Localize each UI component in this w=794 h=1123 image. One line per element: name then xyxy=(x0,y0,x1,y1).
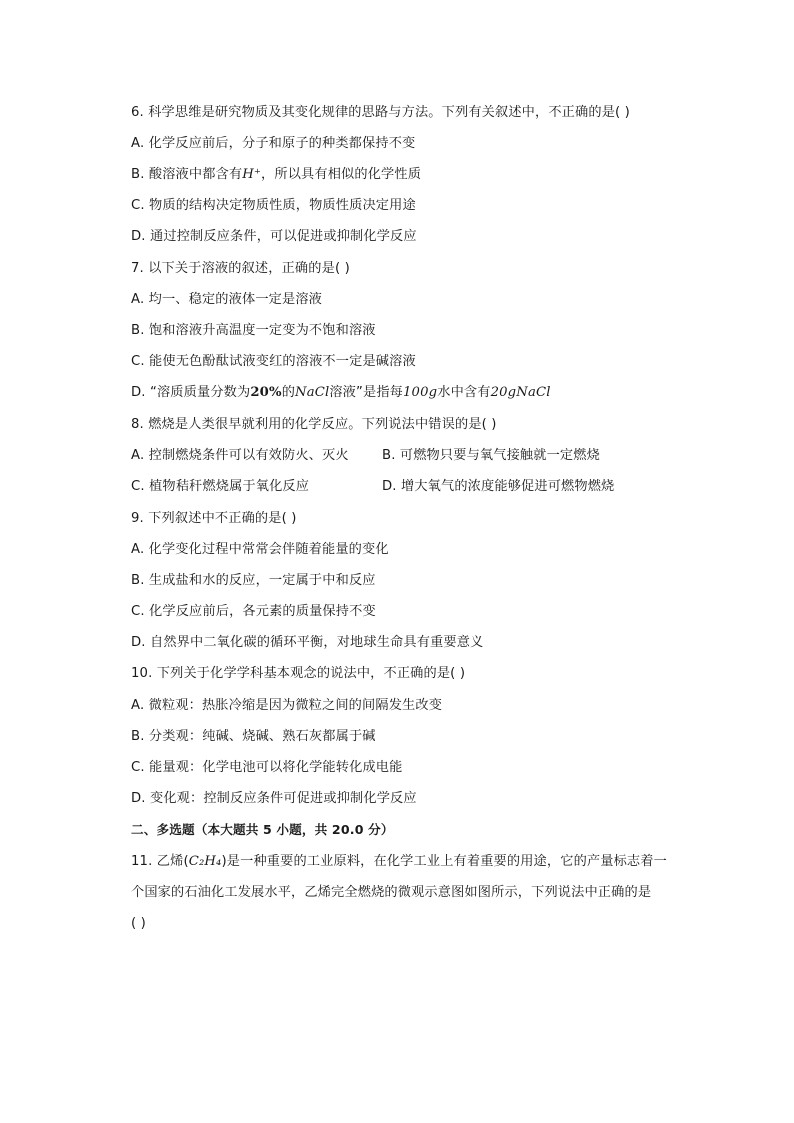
option-d-text-1: D. “溶质质量分数为 xyxy=(131,385,251,400)
question-9-option-c: C. 化学反应前后，各元素的质量保持不变 xyxy=(131,604,376,619)
percent-value: 20% xyxy=(250,385,282,400)
question-11-stem-line-1 xyxy=(131,852,667,872)
nacl-formula: NaCl xyxy=(295,385,330,400)
option-d-text-2: 的 xyxy=(281,385,296,400)
question-8-option-a: A. 控制燃烧条件可以有效防火、灭火 xyxy=(131,448,349,463)
question-8-option-b: B. 可燃物只要与氧气接触就一定燃烧 xyxy=(382,448,600,463)
question-8-option-d: D. 增大氧气的浓度能够促进可燃物燃烧 xyxy=(382,479,615,494)
option-b-text-1: B. 酸溶液中都含有 xyxy=(131,167,243,182)
nacl-mass: 20gNaCl xyxy=(490,385,551,400)
question-11-stem-line-2: 个国家的石油化工发展水平，乙烯完全燃烧的微观示意图如图所示，下列说法中正确的是 xyxy=(131,885,652,900)
section-heading-multiple-choice: 二、多选题（本大题共 5 小题，共 20.0 分） xyxy=(131,822,394,837)
question-8-option-c: C. 植物秸秆燃烧属于氧化反应 xyxy=(131,479,310,494)
question-6-option-b xyxy=(131,165,421,185)
question-9-stem: 9. 下列叙述中不正确的是( ) xyxy=(131,511,297,526)
question-9-option-a: A. 化学变化过程中常常会伴随着能量的变化 xyxy=(131,542,389,557)
question-8-stem: 8. 燃烧是人类很早就利用的化学反应。下列说法中错误的是( ) xyxy=(131,417,497,432)
q11-text-1: 11. 乙烯( xyxy=(131,854,189,869)
question-10-option-a: A. 微粒观：热胀冷缩是因为微粒之间的间隔发生改变 xyxy=(131,698,443,713)
question-6-option-a: A. 化学反应前后，分子和原子的种类都保持不变 xyxy=(131,136,416,151)
question-11-stem-line-3: ( ) xyxy=(131,916,146,931)
question-7-option-b: B. 饱和溶液升高温度一定变为不饱和溶液 xyxy=(131,323,376,338)
question-10-option-c: C. 能量观：化学电池可以将化学能转化成电能 xyxy=(131,760,403,775)
question-7-stem: 7. 以下关于溶液的叙述，正确的是( ) xyxy=(131,261,350,276)
q11-text-2: )是一种重要的工业原料，在化学工业上有着重要的用途，它的产量标志着一 xyxy=(221,854,667,869)
ethylene-formula: C₂H₄ xyxy=(188,854,222,869)
question-9-option-b: B. 生成盐和水的反应，一定属于中和反应 xyxy=(131,573,376,588)
option-b-text-2: ，所以具有相似的化学性质 xyxy=(261,167,422,182)
question-7-option-a: A. 均一、稳定的液体一定是溶液 xyxy=(131,292,323,307)
option-d-text-4: 水中含有 xyxy=(437,385,491,400)
question-6-option-c: C. 物质的结构决定物质性质，物质性质决定用途 xyxy=(131,198,416,213)
option-d-text-3: 溶液”是指每 xyxy=(329,385,404,400)
question-10-stem: 10. 下列关于化学学科基本观念的说法中，不正确的是( ) xyxy=(131,666,466,681)
hydrogen-ion-formula: H⁺ xyxy=(242,167,262,182)
question-9-option-d: D. 自然界中二氧化碳的循环平衡，对地球生命具有重要意义 xyxy=(131,635,484,650)
water-mass: 100g xyxy=(403,385,438,400)
question-6-stem: 6. 科学思维是研究物质及其变化规律的思路与方法。下列有关叙述中，不正确的是( ) xyxy=(131,105,630,120)
question-7-option-d xyxy=(131,383,551,403)
question-6-option-d: D. 通过控制反应条件，可以促进或抑制化学反应 xyxy=(131,229,417,244)
question-10-option-b: B. 分类观：纯碱、烧碱、熟石灰都属于碱 xyxy=(131,729,376,744)
question-10-option-d: D. 变化观：控制反应条件可促进或抑制化学反应 xyxy=(131,791,417,806)
question-7-option-c: C. 能使无色酚酞试液变红的溶液不一定是碱溶液 xyxy=(131,354,416,369)
